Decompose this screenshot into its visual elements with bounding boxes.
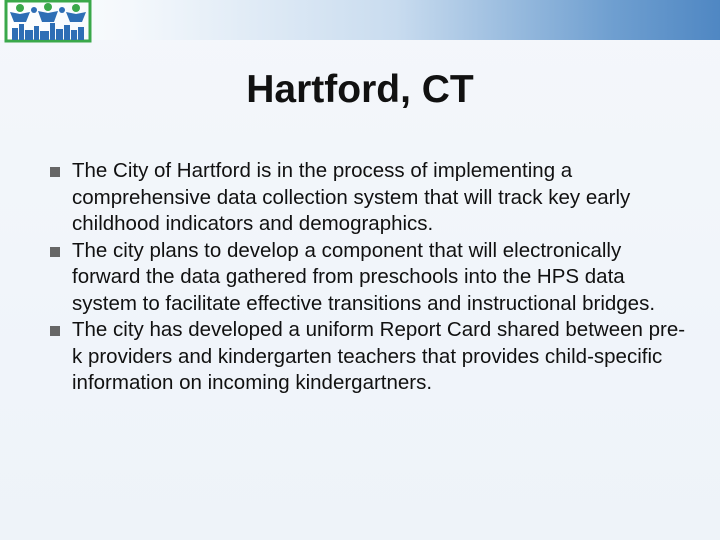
bullet-list xyxy=(52,158,692,397)
bullet-item xyxy=(52,238,692,318)
bullet-text: The city has developed a uniform Report Card shared between pre-k providers and kindergarten teachers that provides child-specific information on incoming kindergartners. xyxy=(72,318,686,394)
bullet-text: The City of Hartford is in the process of implementing a comprehensive data collection system that will track key early childhood indicators and demographics. xyxy=(72,159,631,235)
square-bullet-icon xyxy=(50,247,60,257)
square-bullet-icon xyxy=(50,326,60,336)
slide-title: Hartford, CT xyxy=(246,68,474,111)
bullet-item xyxy=(52,317,692,397)
children-city-logo-icon xyxy=(4,0,92,44)
square-bullet-icon xyxy=(50,167,60,177)
bullet-text: The city plans to develop a component that will electronically forward the data gathered from preschools into the HPS data system to facilitate effective transitions and instructional bridges. xyxy=(72,238,656,315)
bullet-item xyxy=(52,158,692,238)
header-band xyxy=(0,0,720,40)
